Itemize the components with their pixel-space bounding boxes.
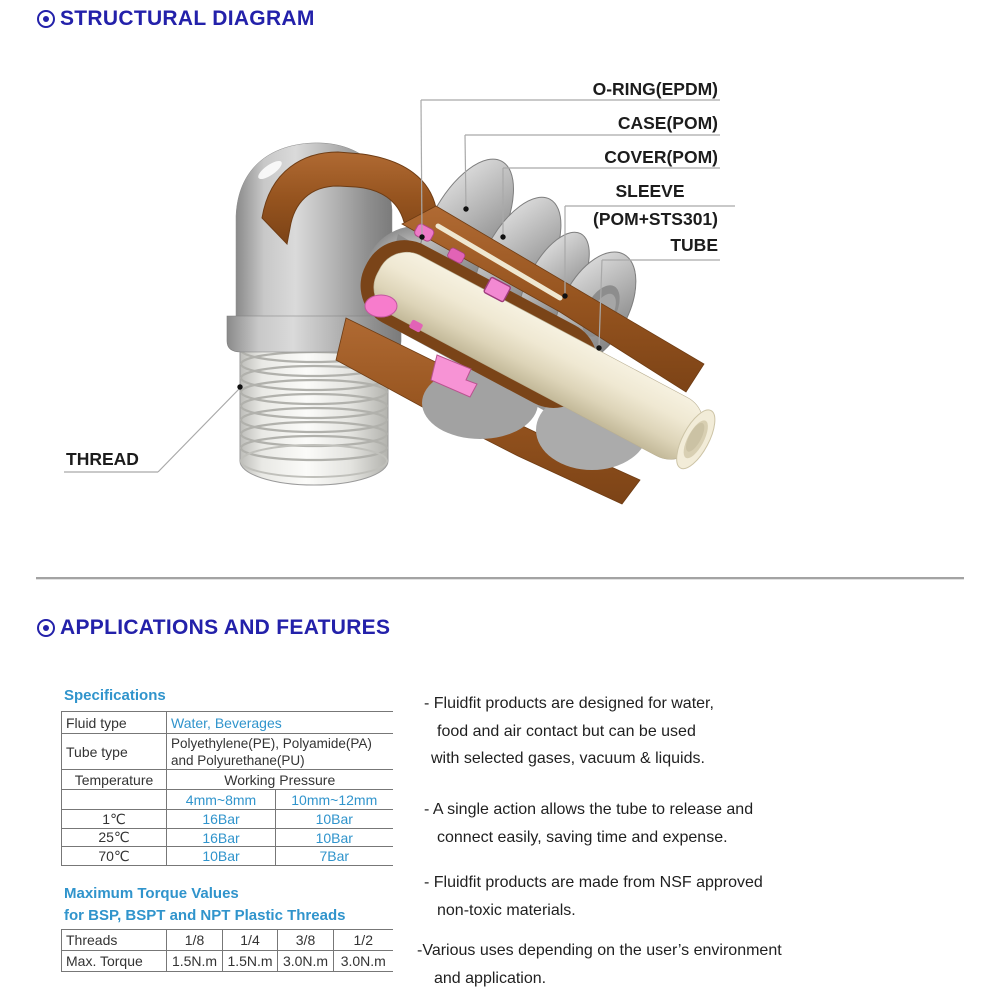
torque-value: 3.0N.m [334, 951, 393, 972]
torque-title-line1: Maximum Torque Values [64, 885, 239, 902]
label-case: CASE(POM) [617, 113, 718, 133]
torque-value: 1.5N.m [223, 951, 278, 972]
torque-table [61, 929, 393, 972]
section-bullet-icon [37, 10, 55, 28]
seal-oval [365, 295, 397, 317]
torque-value: 3.0N.m [278, 951, 334, 972]
max-torque-label: Max. Torque [62, 951, 167, 972]
thread-size: 3/8 [278, 930, 334, 951]
temp-row-label: 70℃ [62, 847, 167, 866]
fluid-type-value: Water, Beverages [167, 712, 393, 734]
label-sleeve-line2: (POM+STS301) [593, 209, 718, 229]
label-sleeve-line1: SLEEVE [615, 181, 685, 201]
size-large-header: 10mm~12mm [276, 790, 393, 810]
fluid-type-label: Fluid type [62, 712, 167, 734]
temp-row-label: 25℃ [62, 829, 167, 847]
working-pressure-label: Working Pressure [167, 770, 393, 790]
feature-bullet-2: - A single action allows the tube to release and connect easily, saving time and expense. [424, 801, 754, 846]
threads-label: Threads [62, 930, 167, 951]
pressure-value: 10Bar [276, 829, 393, 847]
pressure-value: 10Bar [167, 847, 276, 866]
label-thread: THREAD [66, 449, 139, 469]
structural-diagram-title: STRUCTURAL DIAGRAM [60, 7, 315, 30]
thread-size: 1/8 [167, 930, 223, 951]
section-bullet-icon [37, 619, 55, 637]
section-divider [36, 577, 964, 580]
thread-size: 1/2 [334, 930, 393, 951]
pressure-value: 16Bar [167, 810, 276, 829]
pressure-value: 10Bar [276, 810, 393, 829]
feature-bullet-3: - Fluidfit products are made from NSF approved non-toxic materials. [424, 874, 763, 919]
temperature-label: Temperature [62, 770, 167, 790]
label-oring: O-RING(EPDM) [592, 79, 718, 99]
temp-row-label: 1℃ [62, 810, 167, 829]
structural-diagram-heading [37, 7, 315, 31]
pressure-value: 7Bar [276, 847, 393, 866]
size-small-header: 4mm~8mm [167, 790, 276, 810]
tube-type-value: Polyethylene(PE), Polyamide(PA) and Polyurethane(PU) [167, 734, 393, 770]
specifications-title: Specifications [64, 687, 166, 704]
feature-bullet-4: -Various uses depending on the user’s environment and application. [417, 942, 782, 987]
thread-size: 1/4 [223, 930, 278, 951]
applications-title: APPLICATIONS AND FEATURES [60, 616, 391, 639]
tube-type-label: Tube type [62, 734, 167, 770]
torque-title-line2: for BSP, BSPT and NPT Plastic Threads [64, 907, 346, 924]
fitting-cutaway-diagram [0, 58, 1000, 540]
feature-bullet-1: - Fluidfit products are designed for water, food and air contact but can be used with selected gases, vacuum & liquids. [424, 695, 714, 767]
label-tube: TUBE [670, 235, 718, 255]
applications-heading [37, 616, 390, 640]
specifications-table [61, 711, 393, 866]
pressure-value: 16Bar [167, 829, 276, 847]
torque-value: 1.5N.m [167, 951, 223, 972]
label-cover: COVER(POM) [604, 147, 718, 167]
